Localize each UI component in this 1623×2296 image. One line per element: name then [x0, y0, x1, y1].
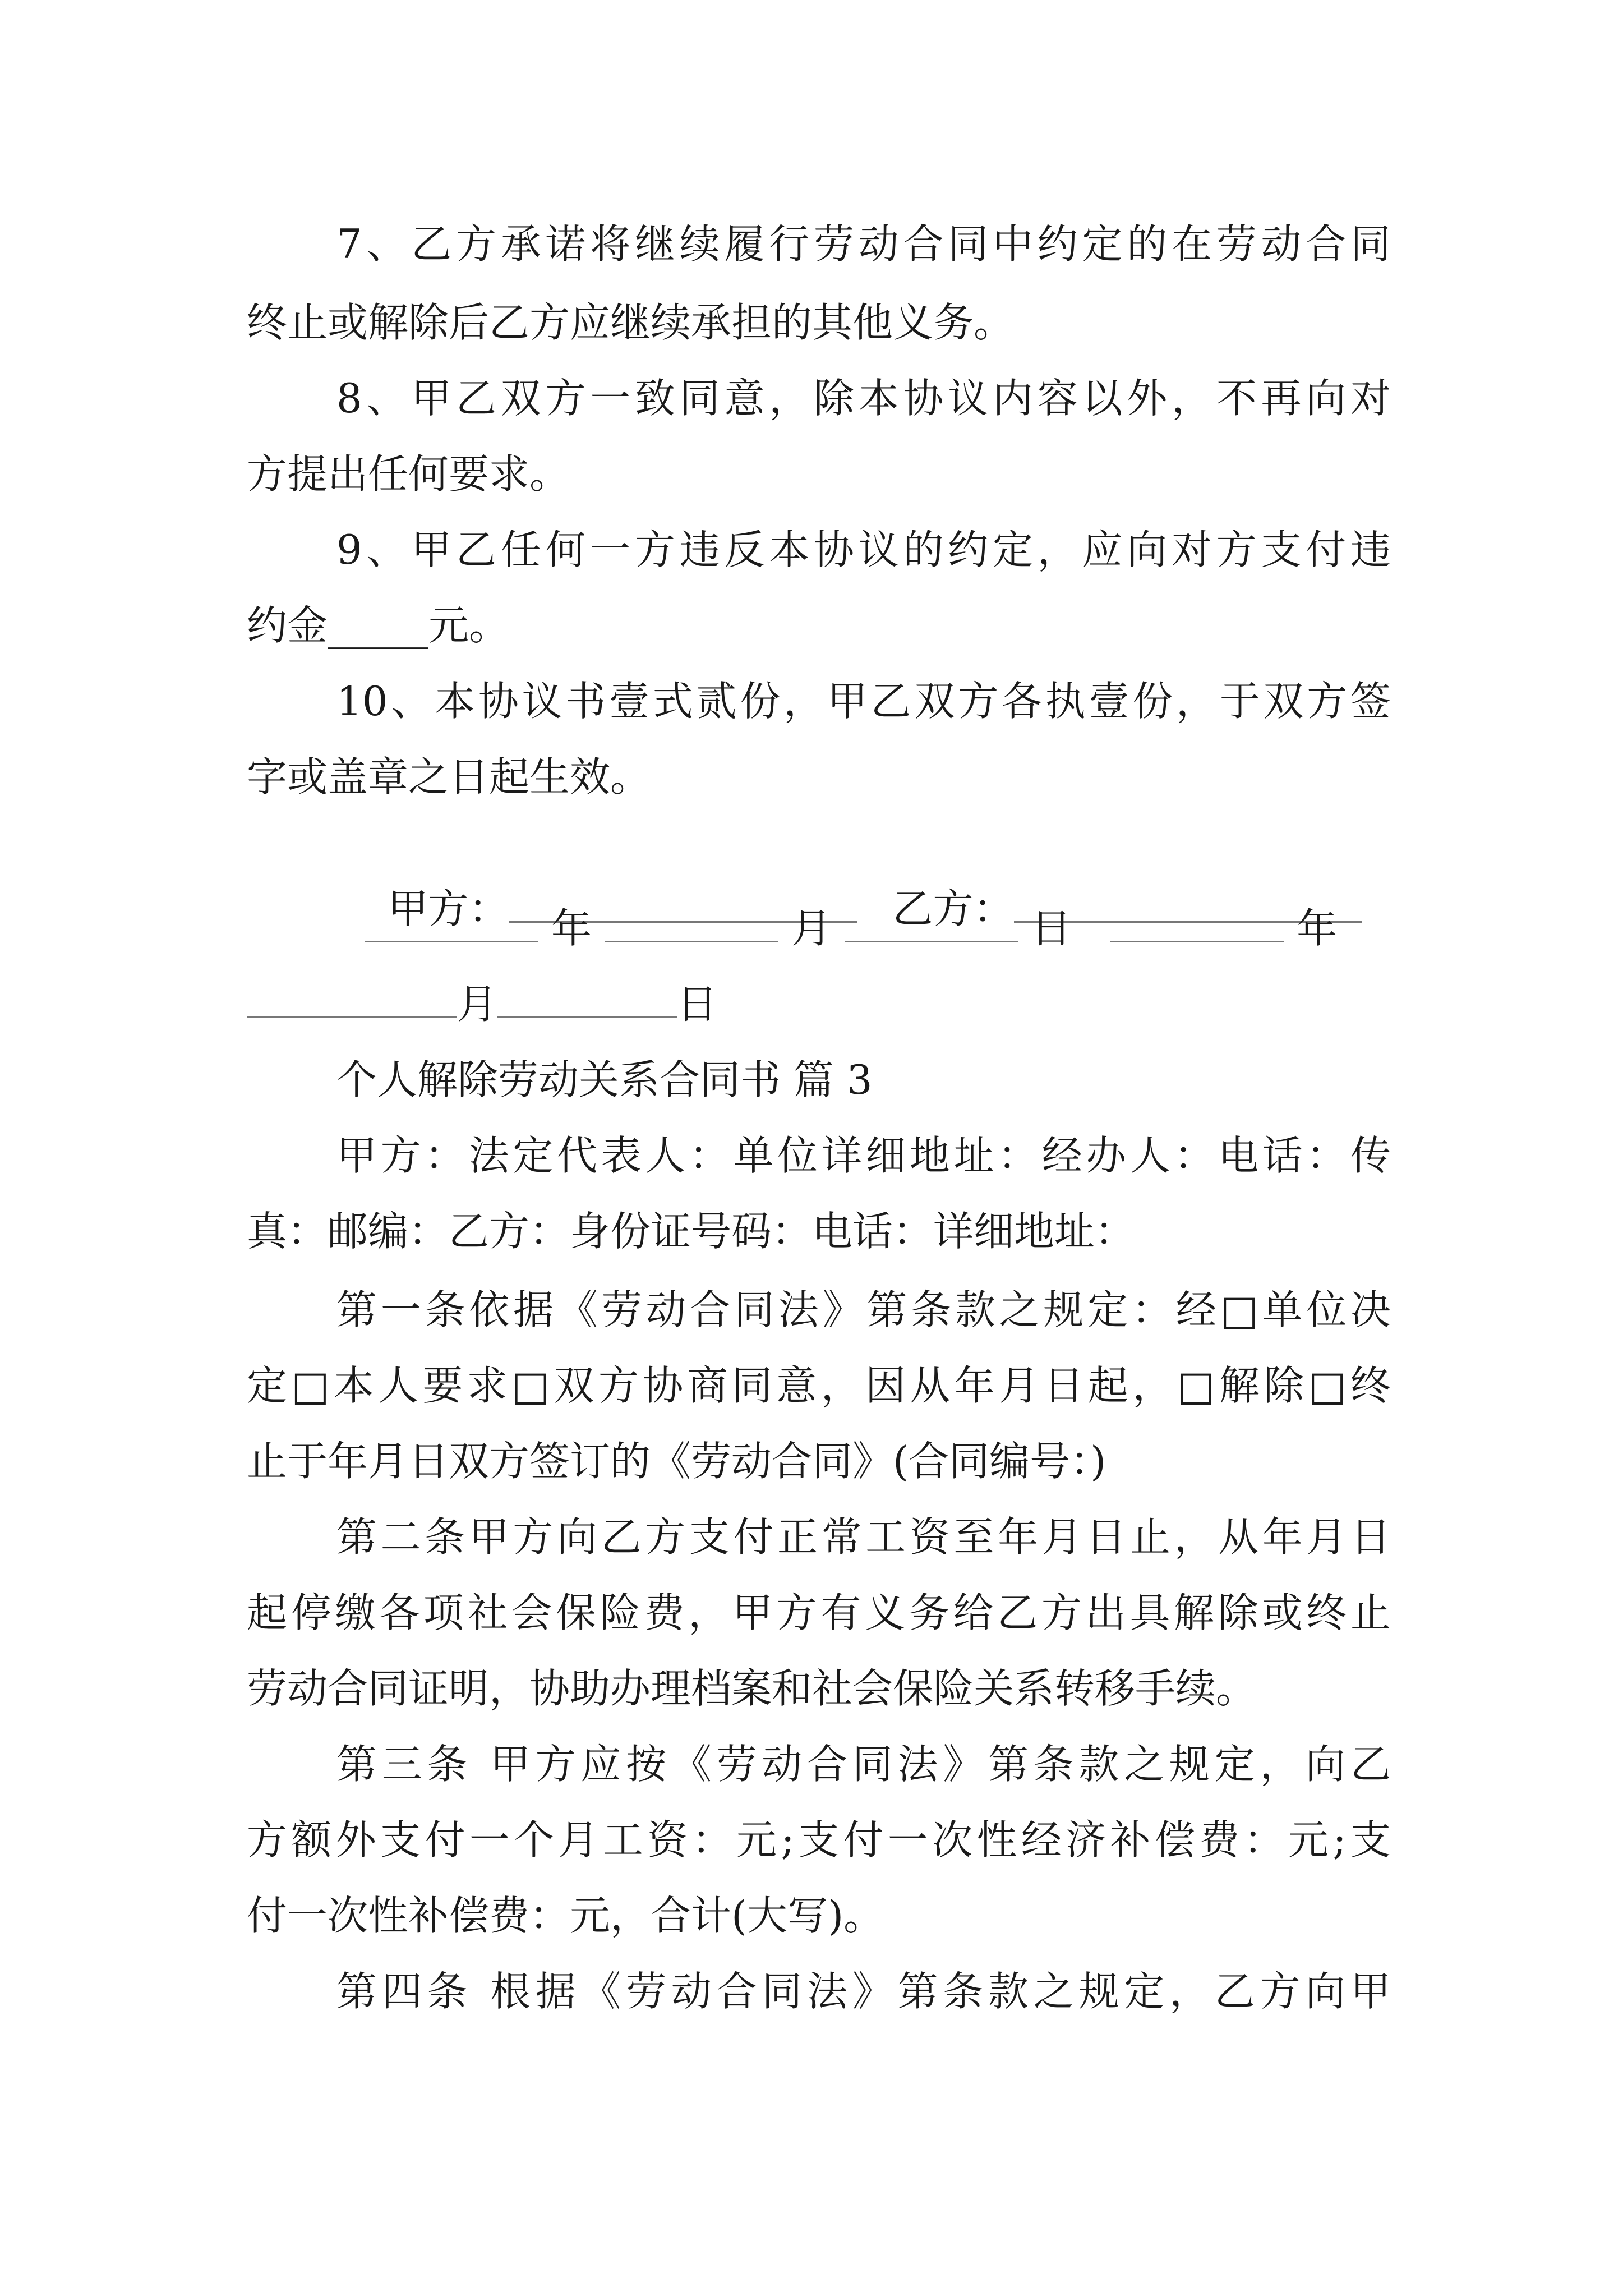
article-3-line-3: 付一次性补偿费：元，合计(大写)。 [247, 1892, 884, 1939]
clause-10-line-2: 字或盖章之日起生效。 [247, 753, 651, 800]
article-1-line-2: 定□本人要求□双方协商同意，因从年月日起，□解除□终 [247, 1362, 1391, 1409]
article-1-line-3: 止于年月日双方签订的《劳动合同》(合同编号：) [247, 1438, 1106, 1485]
day-blank-2 [497, 982, 677, 1018]
day-blank [845, 906, 1018, 942]
party-a-label: 甲方： [388, 885, 509, 932]
date-row-2 [247, 976, 717, 1032]
year-label-2: 年 [1297, 905, 1338, 952]
month-blank-2 [247, 982, 457, 1018]
clause-9-line-1: 9、甲乙任何一方违反本协议的约定，应向对方支付违 [336, 526, 1391, 573]
party-a-signature [336, 825, 857, 932]
clause-10-line-1: 10、本协议书壹式贰份，甲乙双方各执壹份，于双方签 [336, 678, 1391, 725]
article-3-line-1: 第三条 甲方应按《劳动合同法》第条款之规定，向乙 [336, 1741, 1391, 1788]
party-b-signature [841, 825, 1362, 932]
month-blank [605, 906, 778, 942]
article-4-line-1: 第四条 根据《劳动合同法》第条款之规定，乙方向甲 [336, 1968, 1391, 2015]
year-blank-2 [1110, 906, 1284, 942]
article-2-line-3: 劳动合同证明，协助办理档案和社会保险关系转移手续。 [247, 1665, 1257, 1712]
clause-8-line-1: 8、甲乙双方一致同意，除本协议内容以外，不再向对 [336, 375, 1391, 422]
parties-info-line-1: 甲方：法定代表人：单位详细地址：经办人：电话：传 [336, 1132, 1391, 1179]
party-b-label: 乙方： [892, 885, 1014, 932]
day-label-2: 日 [677, 981, 718, 1028]
date-row-1 [365, 900, 1337, 956]
year-blank [365, 906, 538, 942]
article-2-line-2: 起停缴各项社会保险费，甲方有义务给乙方出具解除或终止 [247, 1589, 1391, 1636]
article-3-line-2: 方额外支付一个月工资：元;支付一次性经济补偿费：元;支 [247, 1816, 1391, 1864]
clause-7-line-1: 7、乙方承诺将继续履行劳动合同中约定的在劳动合同 [336, 220, 1391, 268]
parties-info-line-2: 真：邮编：乙方：身份证号码：电话：详细地址： [247, 1208, 1136, 1255]
month-label: 月 [791, 905, 832, 952]
clause-7-line-2: 终止或解除后乙方应继续承担的其他义务。 [247, 299, 1015, 346]
clause-9-line-2: 约金_____元。 [247, 602, 510, 649]
clause-8-line-2: 方提出任何要求。 [247, 450, 570, 498]
section-title: 个人解除劳动关系合同书 篇 3 [336, 1056, 873, 1103]
article-1-line-1: 第一条依据《劳动合同法》第条款之规定：经□单位决 [336, 1286, 1391, 1333]
month-label-2: 月 [457, 981, 498, 1028]
year-label: 年 [551, 905, 592, 952]
day-label: 日 [1031, 905, 1072, 952]
article-2-line-1: 第二条甲方向乙方支付正常工资至年月日止，从年月日 [336, 1513, 1391, 1561]
